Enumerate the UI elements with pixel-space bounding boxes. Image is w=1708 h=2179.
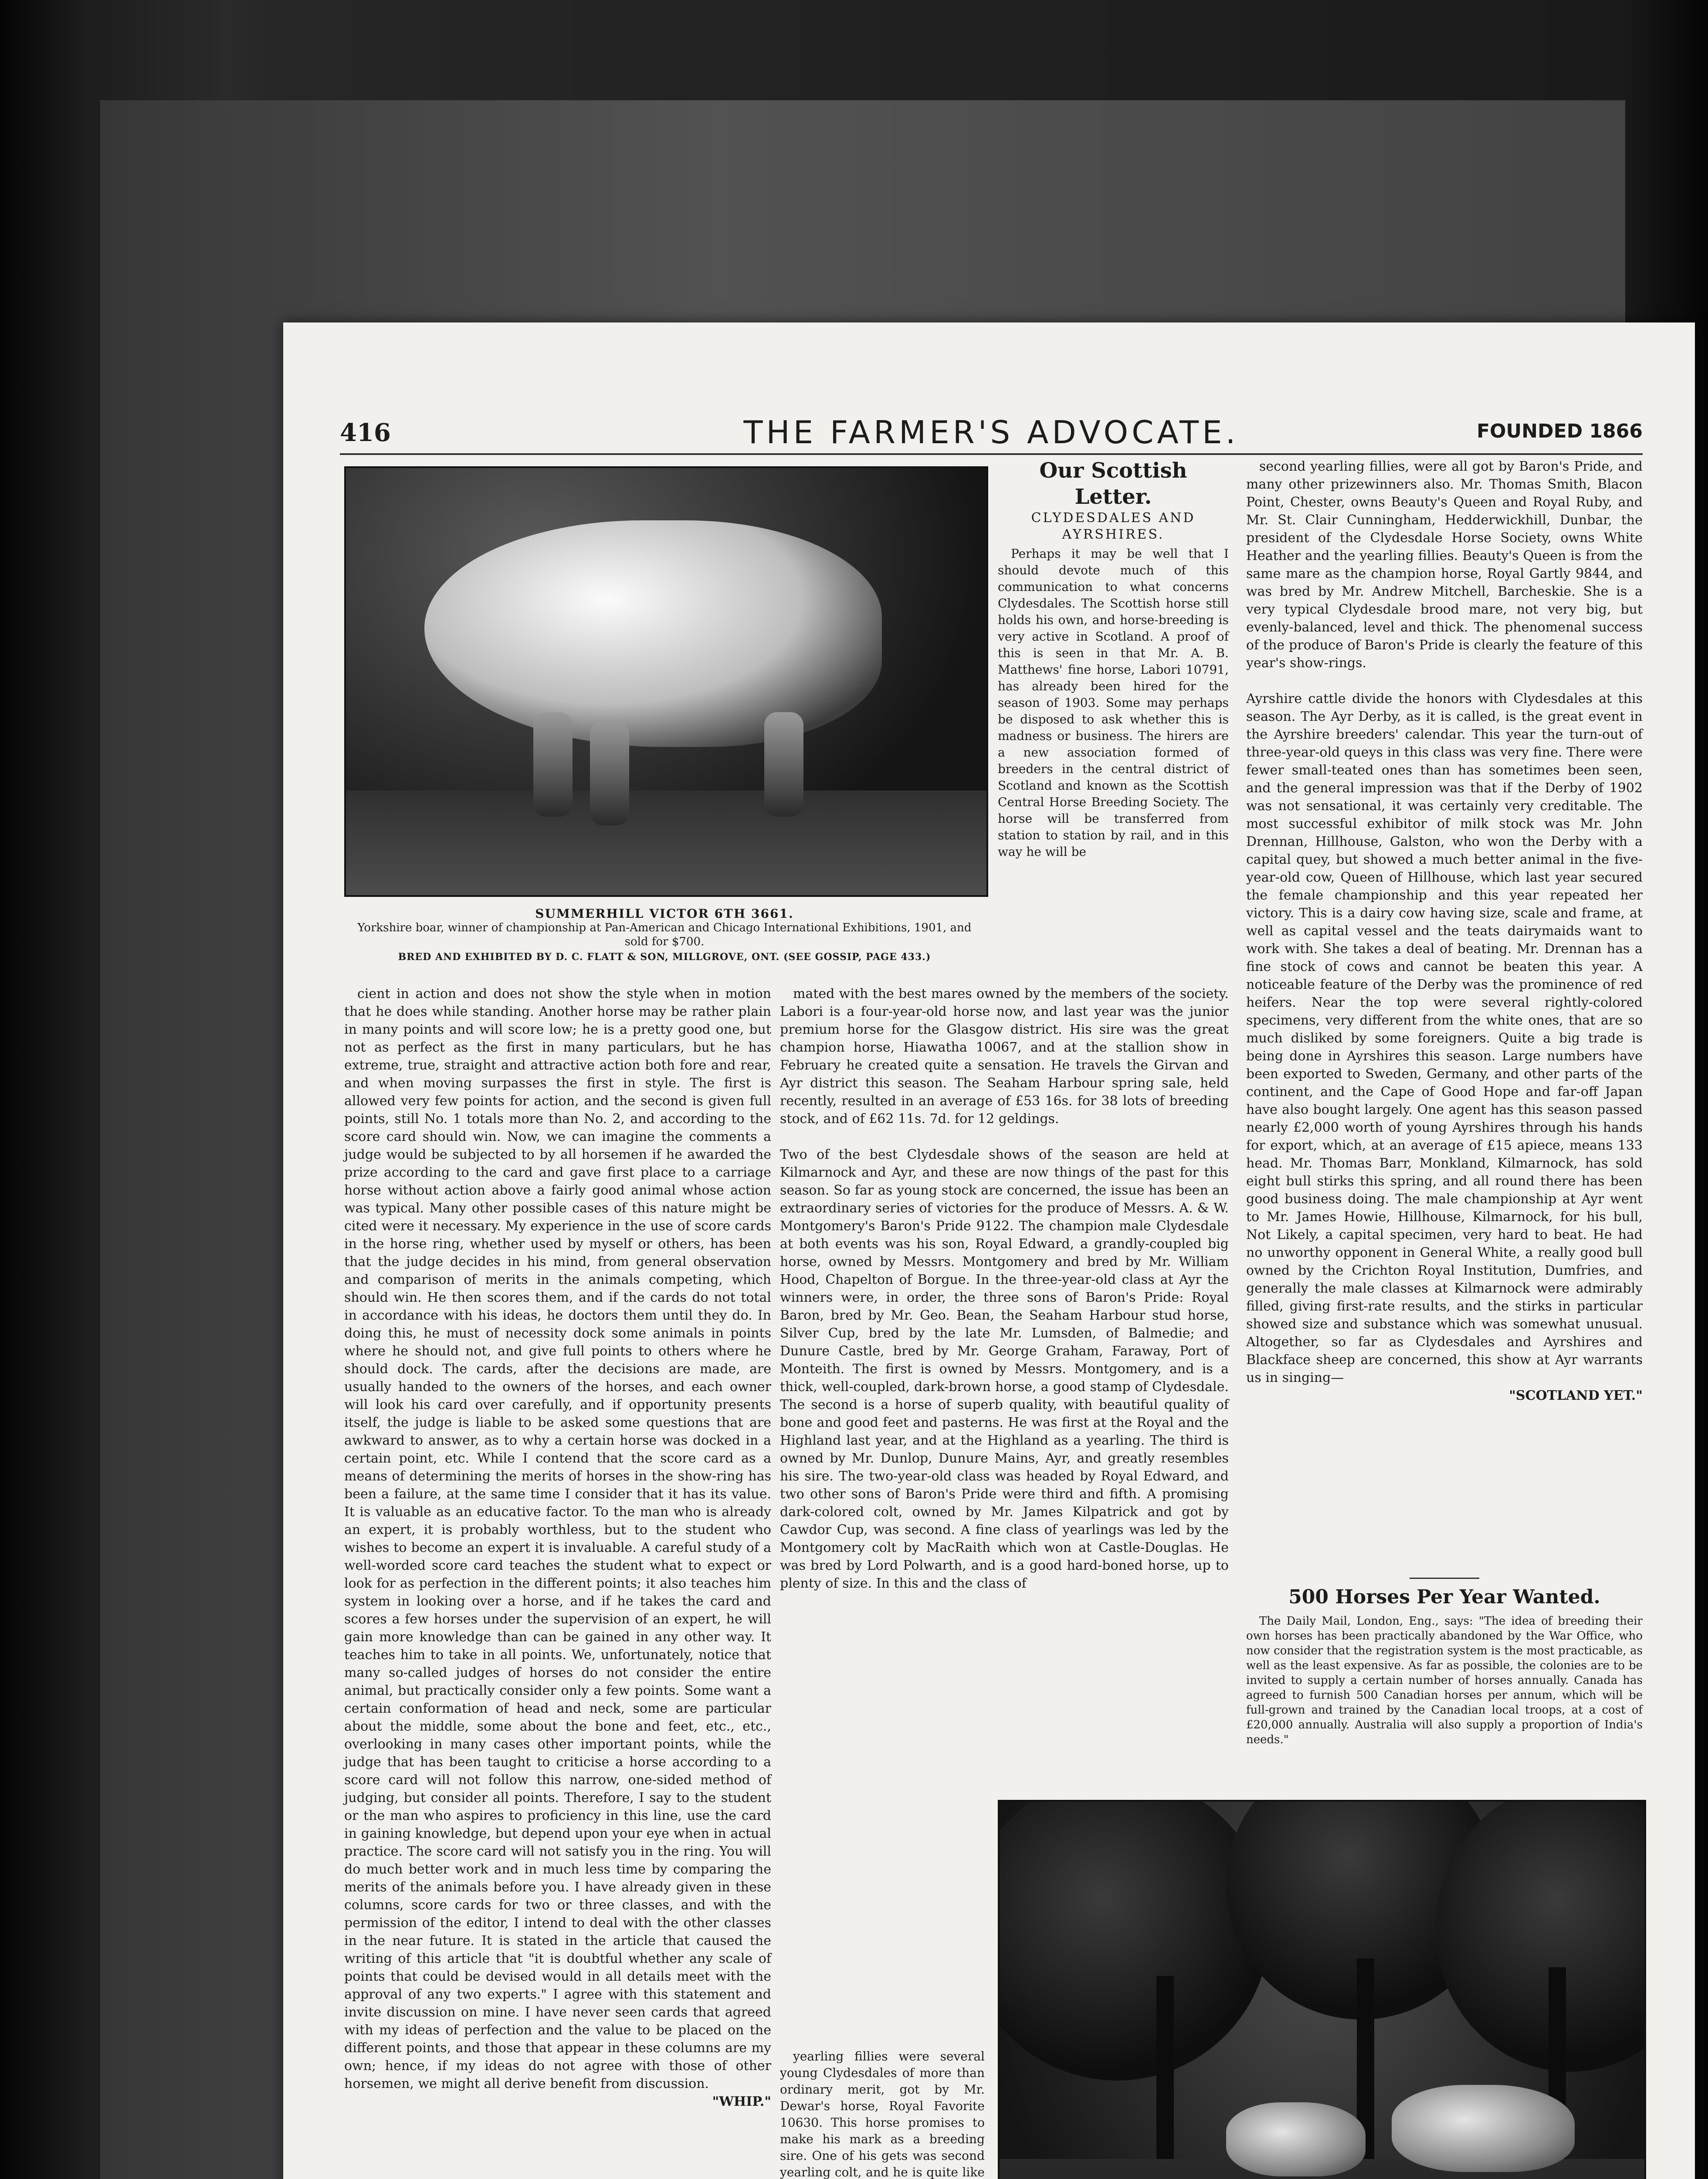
founded-year: FOUNDED 1866: [1477, 420, 1643, 442]
scottish-letter-intro-column: [998, 458, 1229, 981]
masthead-title: THE FARMER'S ADVOCATE.: [743, 414, 1239, 451]
page-header: [340, 414, 1643, 453]
cow-figure: [1392, 2085, 1575, 2172]
scottish-letter-title: Our Scottish Letter.: [1039, 458, 1187, 509]
cattle-photograph: [998, 1800, 1646, 2179]
scottish-letter-subtitle: CLYDESDALES AND AYRSHIRES.: [1031, 510, 1196, 542]
horses-wanted-title: 500 Horses Per Year Wanted.: [1288, 1586, 1600, 1608]
article-signoff: "WHIP.": [712, 2094, 771, 2109]
scottish-letter-signoff: "SCOTLAND YET.": [1509, 1388, 1643, 1403]
article-paragraph: cient in action and does not show the style when in motion that he does while standing. Another horse may be rather plain in many points and will score low; he is a pretty good one, but not as perfect as the first in many particulars, but he has extreme, true, straight and attractive action both fore and rear, and when moving surpasses the first in style. The first is allowed very few points for action, and the second is given full points, still No. 1 totals more than No. 2, and according to the score card should win. Now, we can imagine the comments a judge would be subjected to by all horsemen if he awarded the prize according to the card and gave first place to a carriage horse without action above a fairly good animal whose action was typical. Many other possible cases of this nature might be cited were it necessary. My experience in the use of score cards in the horse ring, whether used by myself or others, has been that the judge decides in his mind, from general observation and comparison of merits in the animals competing, which should win. He then scores them, and if the cards do not total in accordance with his ideas, he doctors them until they do. In doing this, he must of necessity dock some animals in points where he should not, and give full points to others where he should dock. The cards, after the decisions are made, are usually handed to the owners of the horses, and each owner will look his card over carefully, and if opportunity presents itself, the judge is liable to be asked some questions that are awkward to answer, as to why a certain horse was docked in a certain point, etc. While I contend that the score card as a means of determining the merits of horses in the show-ring has been a failure, at the same time I consider that it has its value. It is valuable as an educative factor. To the man who is already an expert, it is probably worthless, but to the student who wishes to become an expert it is invaluable. A careful study of a well-worded score card teaches the student what to expect or look for as perfection in the different points; it also teaches him system in looking over a horse, and if he takes the card and scores a few horses under the supervision of an expert, he will gain more knowledge than can be gained in any other way. It teaches him to take in all points. We, unfortunately, notice that many so-called judges of horses do not consider the entire animal, but practically consider only a few points. Some want a certain conformation of head and neck, some are particular about the middle, some about the bone and feet, etc., etc., overlooking in many cases other important points, while the judge that has been taught to criticise a horse according to a score card will not follow this narrow, one-sided method of judging, but consider all points. Therefore, I say to the student or the man who aspires to proficiency in this line, use the card in gaining knowledge, but depend upon your eye when in actual practice. The score card will not satisfy you in the ring. You will do much better work and in much less time by comparing the merits of the animals before you. I have already given in these columns, score cards for two or three classes, and with the permission of the editor, I intend to deal with the other classes in the near future. It is stated in the article that caused the writing of this article that "it is doubtful whether any scale of points that could be devised would in all details meet with the approval of any two experts." I agree with this statement and invite discussion on mine. I have never seen cards that agreed with my ideas of perfection and the value to be placed on the different points, and those that appear in these columns are my own; hence, if my ideas do not agree with those of other horsemen, we might all derive benefit from discussion.: [344, 986, 771, 2091]
page-number: 416: [340, 418, 391, 447]
scottish-letter-right-column: [1246, 458, 1643, 1534]
boar-caption-text: Yorkshire boar, winner of championship at Pan-American and Chicago International Exhibitions, 1901, and sold for $700.: [357, 921, 972, 948]
scottish-letter-narrow-text: yearling fillies were several young Clydesdales of more than ordinary merit, got by Mr. Dewar's horse, Royal Favorite 10630. This horse promises to make his mark as a breeding sire. One of his gets was second yearling colt, and he is quite like: [780, 2049, 985, 2179]
boar-caption-credit: BRED AND EXHIBITED BY D. C. FLATT & SON, MILLGROVE, ONT. (SEE GOSSIP, PAGE 433.): [398, 951, 931, 963]
newspaper-page: [283, 322, 1695, 2179]
boar-photograph: [344, 466, 988, 897]
section-divider: [1410, 1578, 1479, 1579]
scottish-letter-narrow-column: [780, 2048, 985, 2179]
scottish-letter-right-text: second yearling fillies, were all got by Baron's Pride, and many other prizewinners also. Mr. Thomas Smith, Blacon Point, Chester, owns Beauty's Queen and Royal Ruby, and Mr. St. Clair Cunningham, Hedderwickhill, Dunbar, the president of the Clydesdale Horse Society, owns White Heather and the yearling fillies. Beauty's Queen is from the same mare as the champion horse, Royal Gartly 9844, and was bred by Mr. Andrew Mitchell, Barcheskie. She is a very typical Clydesdale brood mare, not very big, but evenly-balanced, level and thick. The phenomenal success of the produce of Baron's Pride is clearly the feature of this year's show-rings. Ayrshire cattle divide the honors with Clydesdales at this season. The Ayr Derby, as it is called, is the great event in the Ayrshire breeders' calendar. This year the turn-out of three-year-old queys in this class was very fine. There were fewer small-teated ones than has sometimes been seen, and the general impression was that if the Derby of 1902 was not sensational, it was certainly very creditable. The most successful exhibitor of milk stock was Mr. John Drennan, Hillhouse, Galston, who won the Derby with a capital quey, but showed a much better animal in the five-year-old cow, Queen of Hillhouse, which last year secured the female championship and this year repeated her victory. This is a dairy cow having size, scale and frame, at well as capital vessel and the teats dairymaids want to work with. She takes a deal of beating. Mr. Drennan has a fine stock of cows and cannot be beaten this year. A noticeable feature of the Derby was the prominence of red heifers. Near the top were several rightly-colored specimens, very different from the white ones, that are so much disliked by some foreigners. Quite a big trade is being done in Ayrshires this season. Large numbers have been exported to Sweden, Germany, and other parts of the continent, and the Cape of Good Hope and far-off Japan have also bought largely. One agent has this season passed nearly £2,000 worth of young Ayrshires through his hands for export, which, at an average of £15 apiece, means 133 head. Mr. Thomas Barr, Monkland, Kilmarnock, has sold eight bull stirks this spring, and all round there has been good business doing. The male championship at Ayr went to Mr. James Howie, Hillhouse, Kilmarnock, for his bull, Not Likely, a capital specimen, very hard to beat. He had no unworthy opponent in General White, a really good bull owned by the Crichton Royal Institution, Dumfries, and generally the male classes at Kilmarnock were admirably filled, giving first-rate results, and the stirks in particular showed size and substance which was somewhat unusual. Altogether, so far as Clydesdales and Ayrshires and Blackface sheep are concerned, this show at Ayr warrants us in singing—: [1246, 459, 1643, 1385]
boar-caption: [344, 906, 985, 963]
scottish-letter-body: mated with the best mares owned by the members of the society. Labori is a four-year-old horse now, and last year was the junior premium horse for the Glasgow district. His sire was the great champion horse, Hiawatha 10067, and at the stallion show in February he created quite a sensation. He travels the Girvan and Ayr district this season. The Seaham Harbour spring sale, held recently, resulted in an average of £53 16s. for 38 lots of breeding stock, and of £62 11s. 7d. for 12 geldings. Two of the best Clydesdale shows of the season are held at Kilmarnock and Ayr, and these are now things of the past for this season. So far as young stock are concerned, the issue has been an extraordinary series of victories for the produce of Messrs. A. & W. Montgomery's Baron's Pride 9122. The champion male Clydesdale at both events was his son, Royal Edward, a grandly-coupled big horse, owned by Messrs. Montgomery and bred by Mr. William Hood, Chapelton of Borgue. In the three-year-old class at Ayr the winners were, in order, the three sons of Baron's Pride: Royal Baron, bred by Mr. Geo. Bean, the Seaham Harbour stud horse, Silver Cup, bred by the late Mr. Lumsden, of Balmedie; and Dunure Castle, bred by Mr. George Graham, Faraway, Port of Monteith. The first is owned by Messrs. Montgomery, and is a thick, well-coupled, dark-brown horse, a good stamp of Clydesdale. The second is a horse of superb quality, with beautiful quality of bone and good feet and pasterns. He was first at the Royal and the Highland last year, and at the Highland as a yearling. The third is owned by Mr. Dunlop, Dunure Mains, Ayr, and greatly resembles his sire. The two-year-old class was headed by Royal Edward, and two other sons of Baron's Pride were third and fifth. A promising dark-colored colt, owned by Mr. James Kilpatrick and got by Cawdor Cup, was second. A fine class of yearlings was led by the Montgomery colt by MacRaith which won at Castle-Douglas. He was bred by Lord Polwarth, and is a good hard-boned horse, up to plenty of size. In this and the class of: [780, 986, 1229, 1591]
horses-wanted-text: The Daily Mail, London, Eng., says: "The idea of breeding their own horses has been practically abandoned by the War Office, who now consider that the registration system is the most practicable, as well as the least expensive. As far as possible, the colonies are to be invited to supply a certain number of horses annually. Canada has agreed to furnish 500 Canadian horses per annum, which will be full-grown and trained by the Canadian local troops, at a cost of £20,000 annually. Australia will also supply a proportion of India's needs.": [1246, 1615, 1643, 1746]
scottish-letter-intro: Perhaps it may be well that I should devote much of this communication to what concerns Clydesdales. The Scottish horse still holds his own, and horse-breeding is very active in Scotland. A proof of this is seen in that Mr. A. B. Matthews' fine horse, Labori 10791, has already been hired for the season of 1903. Some may perhaps be disposed to ask whether this is madness or business. The hirers are a new association formed of breeders in the central district of Scotland and known as the Scottish Central Horse Breeding Society. The horse will be transferred from station to station by rail, and in this way he will be: [998, 546, 1229, 859]
header-rule: [340, 453, 1643, 455]
horses-wanted-article: [1246, 1569, 1643, 1787]
article-judging-column: [344, 985, 771, 2179]
boar-caption-title: SUMMERHILL VICTOR 6TH 3661.: [535, 906, 794, 921]
cow-figure: [1226, 2102, 1366, 2176]
